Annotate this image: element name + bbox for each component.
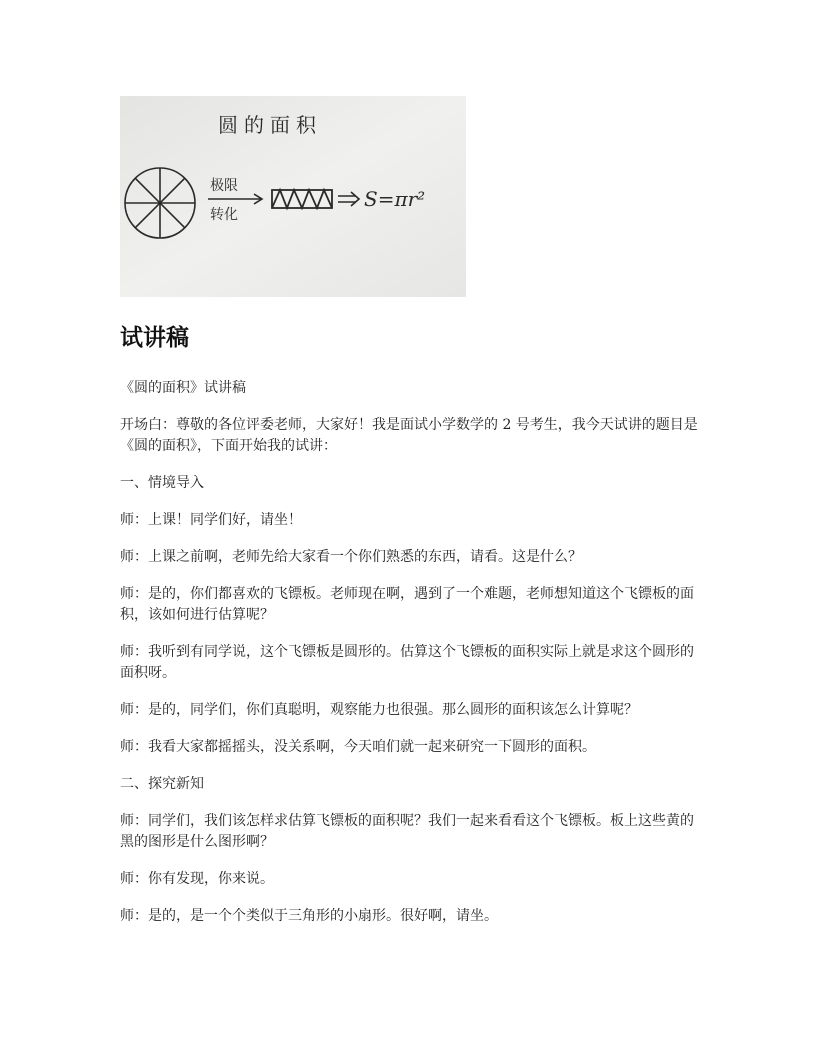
dialogue-paragraph: 师：是的，同学们，你们真聪明，观察能力也很强。那么圆形的面积该怎么计算呢？ [120, 702, 638, 718]
page-heading: 试讲稿 [120, 325, 189, 351]
dialogue-paragraph: 师：是的，是一个个类似于三角形的小扇形。很好啊，请坐。 [120, 908, 498, 924]
dialogue-paragraph: 师：上课！同学们好，请坐！ [120, 512, 302, 528]
handwritten-diagram-photo [120, 96, 466, 297]
section-heading-exploration: 二、探究新知 [120, 776, 204, 792]
arrow-label-bottom: 转化 [210, 207, 238, 223]
arrow-label-top: 极限 [210, 178, 238, 194]
lecture-script [120, 378, 700, 943]
script-title: 《圆的面积》试讲稿 [120, 380, 246, 396]
opening-paragraph: 开场白：尊敬的各位评委老师，大家好！我是面试小学数学的 2 号考生，我今天试讲的题目是《圆的面积》，下面开始我的试讲： [120, 417, 698, 454]
dialogue-paragraph: 师：是的，你们都喜欢的飞镖板。老师现在啊，遇到了一个难题，老师想知道这个飞镖板的面积，该如何进行估算呢？ [120, 586, 694, 623]
dialogue-paragraph: 师：我看大家都摇摇头，没关系啊，今天咱们就一起来研究一下圆形的面积。 [120, 739, 596, 755]
dialogue-paragraph: 师：同学们，我们该怎样求估算飞镖板的面积呢？我们一起来看看这个飞镖板。板上这些黄的黑的图形是什么图形啊？ [120, 813, 694, 850]
area-formula: S=πr² [364, 187, 426, 211]
section-heading-introduction: 一、情境导入 [120, 475, 204, 491]
dialogue-paragraph: 师：我听到有同学说，这个飞镖板是圆形的。估算这个飞镖板的面积实际上就是求这个圆形的面积呀。 [120, 644, 694, 681]
diagram-svg [120, 96, 466, 297]
dialogue-paragraph: 师：上课之前啊，老师先给大家看一个你们熟悉的东西，请看。这是什么？ [120, 549, 582, 565]
divided-circle [125, 168, 195, 238]
dialogue-paragraph: 师：你有发现，你来说。 [120, 871, 274, 887]
handwritten-title: 圆的面积 [218, 113, 322, 137]
